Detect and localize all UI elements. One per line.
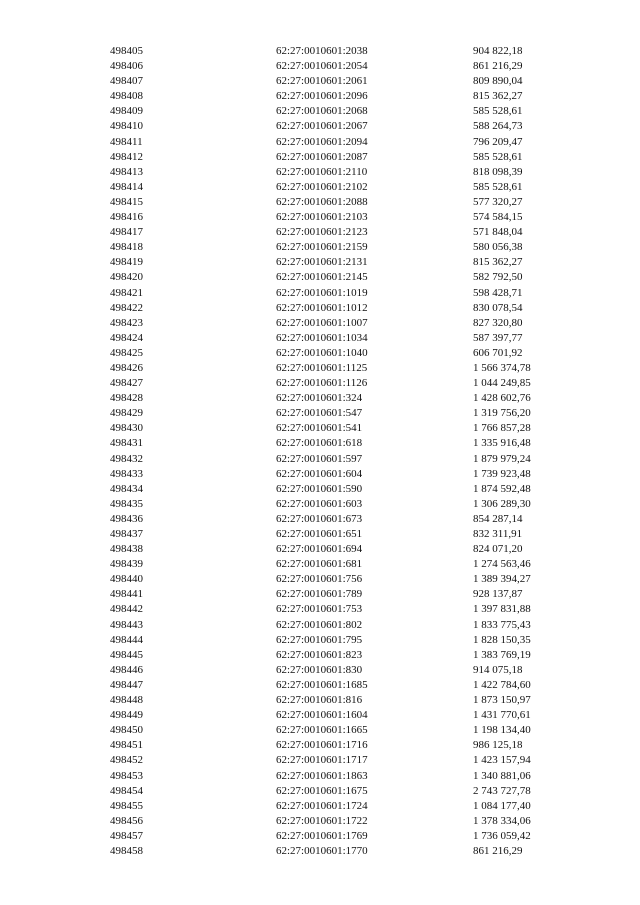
table-row (0, 753, 640, 768)
cadastral-number-cell: 62:27:0010601:681 (276, 558, 363, 571)
cadastral-number-cell: 62:27:0010601:651 (276, 528, 363, 540)
cadastral-value-cell: 854 287,14 (473, 512, 523, 525)
table-row (0, 331, 640, 346)
cadastral-value-cell: 1 736 059,42 (473, 829, 531, 842)
row-number-cell: 498427 (110, 377, 143, 390)
cadastral-number-cell: 62:27:0010601:2067 (276, 120, 368, 133)
cadastral-value-cell: 815 362,27 (473, 256, 523, 269)
cadastral-value-cell: 1 340 881,06 (473, 769, 531, 782)
cadastral-number-cell: 62:27:0010601:2145 (276, 271, 368, 284)
cadastral-number-cell: 62:27:0010601:2159 (276, 241, 368, 254)
row-number-cell: 498423 (110, 316, 143, 329)
cadastral-value-cell: 585 528,61 (473, 105, 523, 118)
cadastral-number-cell: 62:27:0010601:1012 (276, 301, 368, 314)
cadastral-value-cell: 1 828 150,35 (473, 633, 531, 646)
row-number-cell: 498411 (110, 135, 143, 148)
table-row (0, 316, 640, 331)
cadastral-value-cell: 832 311,91 (473, 528, 523, 540)
row-number-cell: 498432 (110, 452, 143, 465)
table-row (0, 663, 640, 678)
cadastral-value-cell: 585 528,61 (473, 180, 523, 193)
cadastral-value-cell: 587 397,77 (473, 331, 523, 344)
row-number-cell: 498428 (110, 392, 143, 405)
table-row (0, 195, 640, 210)
table-row (0, 361, 640, 376)
table-row (0, 618, 640, 633)
cadastral-number-cell: 62:27:0010601:1770 (276, 844, 368, 857)
row-number-cell: 498433 (110, 467, 143, 480)
row-number-cell: 498413 (110, 165, 143, 178)
cadastral-number-cell: 62:27:0010601:541 (276, 422, 363, 435)
table-row (0, 512, 640, 527)
table-row (0, 376, 640, 391)
table-row (0, 542, 640, 557)
row-number-cell: 498444 (110, 633, 143, 646)
cadastral-value-cell: 1 335 916,48 (473, 437, 531, 450)
row-number-cell: 498439 (110, 558, 143, 571)
cadastral-number-cell: 62:27:0010601:2087 (276, 150, 368, 163)
cadastral-value-cell: 1 873 150,97 (473, 694, 531, 707)
table-row (0, 59, 640, 74)
table-row (0, 225, 640, 240)
row-number-cell: 498415 (110, 195, 143, 208)
table-row (0, 421, 640, 436)
row-number-cell: 498438 (110, 543, 143, 556)
table-row (0, 557, 640, 572)
row-number-cell: 498405 (110, 45, 143, 57)
table-row (0, 482, 640, 497)
table-row (0, 587, 640, 602)
table-row (0, 150, 640, 165)
cadastral-value-cell: 571 848,04 (473, 226, 523, 239)
row-number-cell: 498452 (110, 754, 143, 767)
row-number-cell: 498420 (110, 271, 143, 284)
cadastral-number-cell: 62:27:0010601:1604 (276, 709, 368, 722)
cadastral-number-cell: 62:27:0010601:1863 (276, 769, 368, 782)
row-number-cell: 498446 (110, 663, 143, 676)
cadastral-value-cell: 861 216,29 (473, 60, 523, 73)
row-number-cell: 498435 (110, 497, 143, 510)
cadastral-number-cell: 62:27:0010601:1019 (276, 286, 368, 299)
cadastral-value-cell: 914 075,18 (473, 663, 523, 676)
table-row (0, 104, 640, 119)
cadastral-number-cell: 62:27:0010601:2068 (276, 105, 368, 118)
table-row (0, 723, 640, 738)
cadastral-number-cell: 62:27:0010601:590 (276, 482, 363, 495)
row-number-cell: 498406 (110, 60, 143, 73)
cadastral-number-cell: 62:27:0010601:2096 (276, 90, 368, 103)
table-row (0, 44, 640, 59)
cadastral-value-cell: 1 879 979,24 (473, 452, 531, 465)
cadastral-number-cell: 62:27:0010601:603 (276, 497, 363, 510)
table-row (0, 633, 640, 648)
table-row (0, 406, 640, 421)
cadastral-number-cell: 62:27:0010601:597 (276, 452, 363, 465)
cadastral-number-cell: 62:27:0010601:1716 (276, 739, 368, 752)
table-row (0, 738, 640, 753)
cadastral-number-cell: 62:27:0010601:1722 (276, 814, 368, 827)
cadastral-number-cell: 62:27:0010601:2131 (276, 256, 368, 269)
cadastral-value-cell: 1 084 177,40 (473, 799, 531, 812)
table-row (0, 814, 640, 829)
cadastral-number-cell: 62:27:0010601:673 (276, 512, 363, 525)
cadastral-number-cell: 62:27:0010601:1665 (276, 724, 368, 737)
cadastral-number-cell: 62:27:0010601:324 (276, 392, 363, 405)
cadastral-value-cell: 1 423 157,94 (473, 754, 531, 767)
table-row (0, 240, 640, 255)
cadastral-value-cell: 577 320,27 (473, 195, 523, 208)
table-row (0, 693, 640, 708)
cadastral-number-cell: 62:27:0010601:802 (276, 618, 363, 631)
row-number-cell: 498456 (110, 814, 143, 827)
cadastral-value-cell: 1 874 592,48 (473, 482, 531, 495)
row-number-cell: 498443 (110, 618, 143, 631)
cadastral-number-cell: 62:27:0010601:1769 (276, 829, 368, 842)
cadastral-value-cell: 585 528,61 (473, 150, 523, 163)
cadastral-value-cell: 904 822,18 (473, 45, 523, 57)
cadastral-value-cell: 815 362,27 (473, 90, 523, 103)
table-row (0, 602, 640, 617)
table-row (0, 829, 640, 844)
table-row (0, 74, 640, 89)
cadastral-number-cell: 62:27:0010601:830 (276, 663, 363, 676)
cadastral-number-cell: 62:27:0010601:816 (276, 694, 363, 707)
row-number-cell: 498447 (110, 678, 143, 691)
cadastral-value-cell: 824 071,20 (473, 543, 523, 556)
row-number-cell: 498416 (110, 211, 143, 224)
table-row (0, 89, 640, 104)
table-row (0, 391, 640, 406)
row-number-cell: 498436 (110, 512, 143, 525)
table-row (0, 527, 640, 542)
cadastral-number-cell: 62:27:0010601:795 (276, 633, 363, 646)
cadastral-number-cell: 62:27:0010601:604 (276, 467, 363, 480)
row-number-cell: 498434 (110, 482, 143, 495)
table-row (0, 572, 640, 587)
row-number-cell: 498429 (110, 407, 143, 420)
table-row (0, 346, 640, 361)
cadastral-value-cell: 1 397 831,88 (473, 603, 531, 616)
cadastral-number-cell: 62:27:0010601:2094 (276, 135, 368, 148)
cadastral-value-cell: 582 792,50 (473, 271, 523, 284)
cadastral-value-cell: 1 431 770,61 (473, 709, 531, 722)
row-number-cell: 498453 (110, 769, 143, 782)
row-number-cell: 498455 (110, 799, 143, 812)
row-number-cell: 498431 (110, 437, 143, 450)
table-row (0, 648, 640, 663)
table-row (0, 497, 640, 512)
cadastral-value-cell: 1 274 563,46 (473, 558, 531, 571)
row-number-cell: 498437 (110, 528, 143, 540)
cadastral-value-cell: 588 264,73 (473, 120, 523, 133)
cadastral-value-cell: 580 056,38 (473, 241, 523, 254)
row-number-cell: 498407 (110, 75, 143, 88)
row-number-cell: 498425 (110, 346, 143, 359)
row-number-cell: 498419 (110, 256, 143, 269)
cadastral-number-cell: 62:27:0010601:547 (276, 407, 363, 420)
row-number-cell: 498430 (110, 422, 143, 435)
table-row (0, 708, 640, 723)
cadastral-value-cell: 986 125,18 (473, 739, 523, 752)
cadastral-number-cell: 62:27:0010601:753 (276, 603, 363, 616)
table-row (0, 844, 640, 859)
cadastral-number-cell: 62:27:0010601:1125 (276, 361, 368, 374)
row-number-cell: 498442 (110, 603, 143, 616)
row-number-cell: 498408 (110, 90, 143, 103)
cadastral-value-cell: 1 766 857,28 (473, 422, 531, 435)
cadastral-number-cell: 62:27:0010601:694 (276, 543, 363, 556)
cadastral-value-cell: 1 389 394,27 (473, 573, 531, 586)
cadastral-value-cell: 1 428 602,76 (473, 392, 531, 405)
cadastral-value-cell: 1 044 249,85 (473, 377, 531, 390)
cadastral-number-cell: 62:27:0010601:1040 (276, 346, 368, 359)
cadastral-number-cell: 62:27:0010601:618 (276, 437, 363, 450)
table-row (0, 165, 640, 180)
table-row (0, 301, 640, 316)
row-number-cell: 498449 (110, 709, 143, 722)
table-row (0, 436, 640, 451)
table-row (0, 119, 640, 134)
row-number-cell: 498457 (110, 829, 143, 842)
cadastral-value-cell: 818 098,39 (473, 165, 523, 178)
table-row (0, 180, 640, 195)
cadastral-value-cell: 1 378 334,06 (473, 814, 531, 827)
cadastral-number-cell: 62:27:0010601:756 (276, 573, 363, 586)
table-row (0, 255, 640, 270)
data-table (0, 44, 640, 859)
row-number-cell: 498414 (110, 180, 143, 193)
row-number-cell: 498426 (110, 361, 143, 374)
cadastral-value-cell: 2 743 727,78 (473, 784, 531, 797)
row-number-cell: 498410 (110, 120, 143, 133)
row-number-cell: 498445 (110, 648, 143, 661)
cadastral-value-cell: 1 566 374,78 (473, 361, 531, 374)
row-number-cell: 498441 (110, 588, 143, 601)
table-row (0, 286, 640, 301)
cadastral-number-cell: 62:27:0010601:2123 (276, 226, 368, 239)
cadastral-value-cell: 1 383 769,19 (473, 648, 531, 661)
table-row (0, 784, 640, 799)
cadastral-number-cell: 62:27:0010601:2088 (276, 195, 368, 208)
cadastral-value-cell: 598 428,71 (473, 286, 523, 299)
cadastral-value-cell: 861 216,29 (473, 844, 523, 857)
cadastral-value-cell: 1 319 756,20 (473, 407, 531, 420)
row-number-cell: 498440 (110, 573, 143, 586)
cadastral-value-cell: 830 078,54 (473, 301, 523, 314)
row-number-cell: 498421 (110, 286, 143, 299)
row-number-cell: 498422 (110, 301, 143, 314)
row-number-cell: 498424 (110, 331, 143, 344)
cadastral-number-cell: 62:27:0010601:823 (276, 648, 363, 661)
row-number-cell: 498451 (110, 739, 143, 752)
cadastral-number-cell: 62:27:0010601:2038 (276, 45, 368, 57)
row-number-cell: 498417 (110, 226, 143, 239)
cadastral-number-cell: 62:27:0010601:2103 (276, 211, 368, 224)
row-number-cell: 498458 (110, 844, 143, 857)
row-number-cell: 498412 (110, 150, 143, 163)
row-number-cell: 498450 (110, 724, 143, 737)
row-number-cell: 498454 (110, 784, 143, 797)
table-row (0, 769, 640, 784)
cadastral-number-cell: 62:27:0010601:2102 (276, 180, 368, 193)
cadastral-value-cell: 606 701,92 (473, 346, 523, 359)
cadastral-number-cell: 62:27:0010601:1126 (276, 377, 368, 390)
table-row (0, 270, 640, 285)
cadastral-value-cell: 928 137,87 (473, 588, 523, 601)
cadastral-number-cell: 62:27:0010601:2061 (276, 75, 368, 88)
row-number-cell: 498418 (110, 241, 143, 254)
cadastral-number-cell: 62:27:0010601:2054 (276, 60, 368, 73)
cadastral-value-cell: 1 833 775,43 (473, 618, 531, 631)
table-row (0, 452, 640, 467)
cadastral-number-cell: 62:27:0010601:1724 (276, 799, 368, 812)
cadastral-value-cell: 1 422 784,60 (473, 678, 531, 691)
row-number-cell: 498448 (110, 694, 143, 707)
cadastral-number-cell: 62:27:0010601:2110 (276, 165, 368, 178)
cadastral-number-cell: 62:27:0010601:1717 (276, 754, 368, 767)
table-row (0, 210, 640, 225)
cadastral-number-cell: 62:27:0010601:789 (276, 588, 363, 601)
row-number-cell: 498409 (110, 105, 143, 118)
cadastral-value-cell: 1 198 134,40 (473, 724, 531, 737)
cadastral-number-cell: 62:27:0010601:1685 (276, 678, 368, 691)
cadastral-value-cell: 796 209,47 (473, 135, 523, 148)
table-row (0, 135, 640, 150)
table-row (0, 678, 640, 693)
cadastral-number-cell: 62:27:0010601:1007 (276, 316, 368, 329)
cadastral-value-cell: 1 739 923,48 (473, 467, 531, 480)
cadastral-value-cell: 574 584,15 (473, 211, 523, 224)
cadastral-number-cell: 62:27:0010601:1675 (276, 784, 368, 797)
table-row (0, 799, 640, 814)
cadastral-number-cell: 62:27:0010601:1034 (276, 331, 368, 344)
cadastral-value-cell: 1 306 289,30 (473, 497, 531, 510)
cadastral-value-cell: 827 320,80 (473, 316, 523, 329)
cadastral-value-cell: 809 890,04 (473, 75, 523, 88)
table-row (0, 467, 640, 482)
